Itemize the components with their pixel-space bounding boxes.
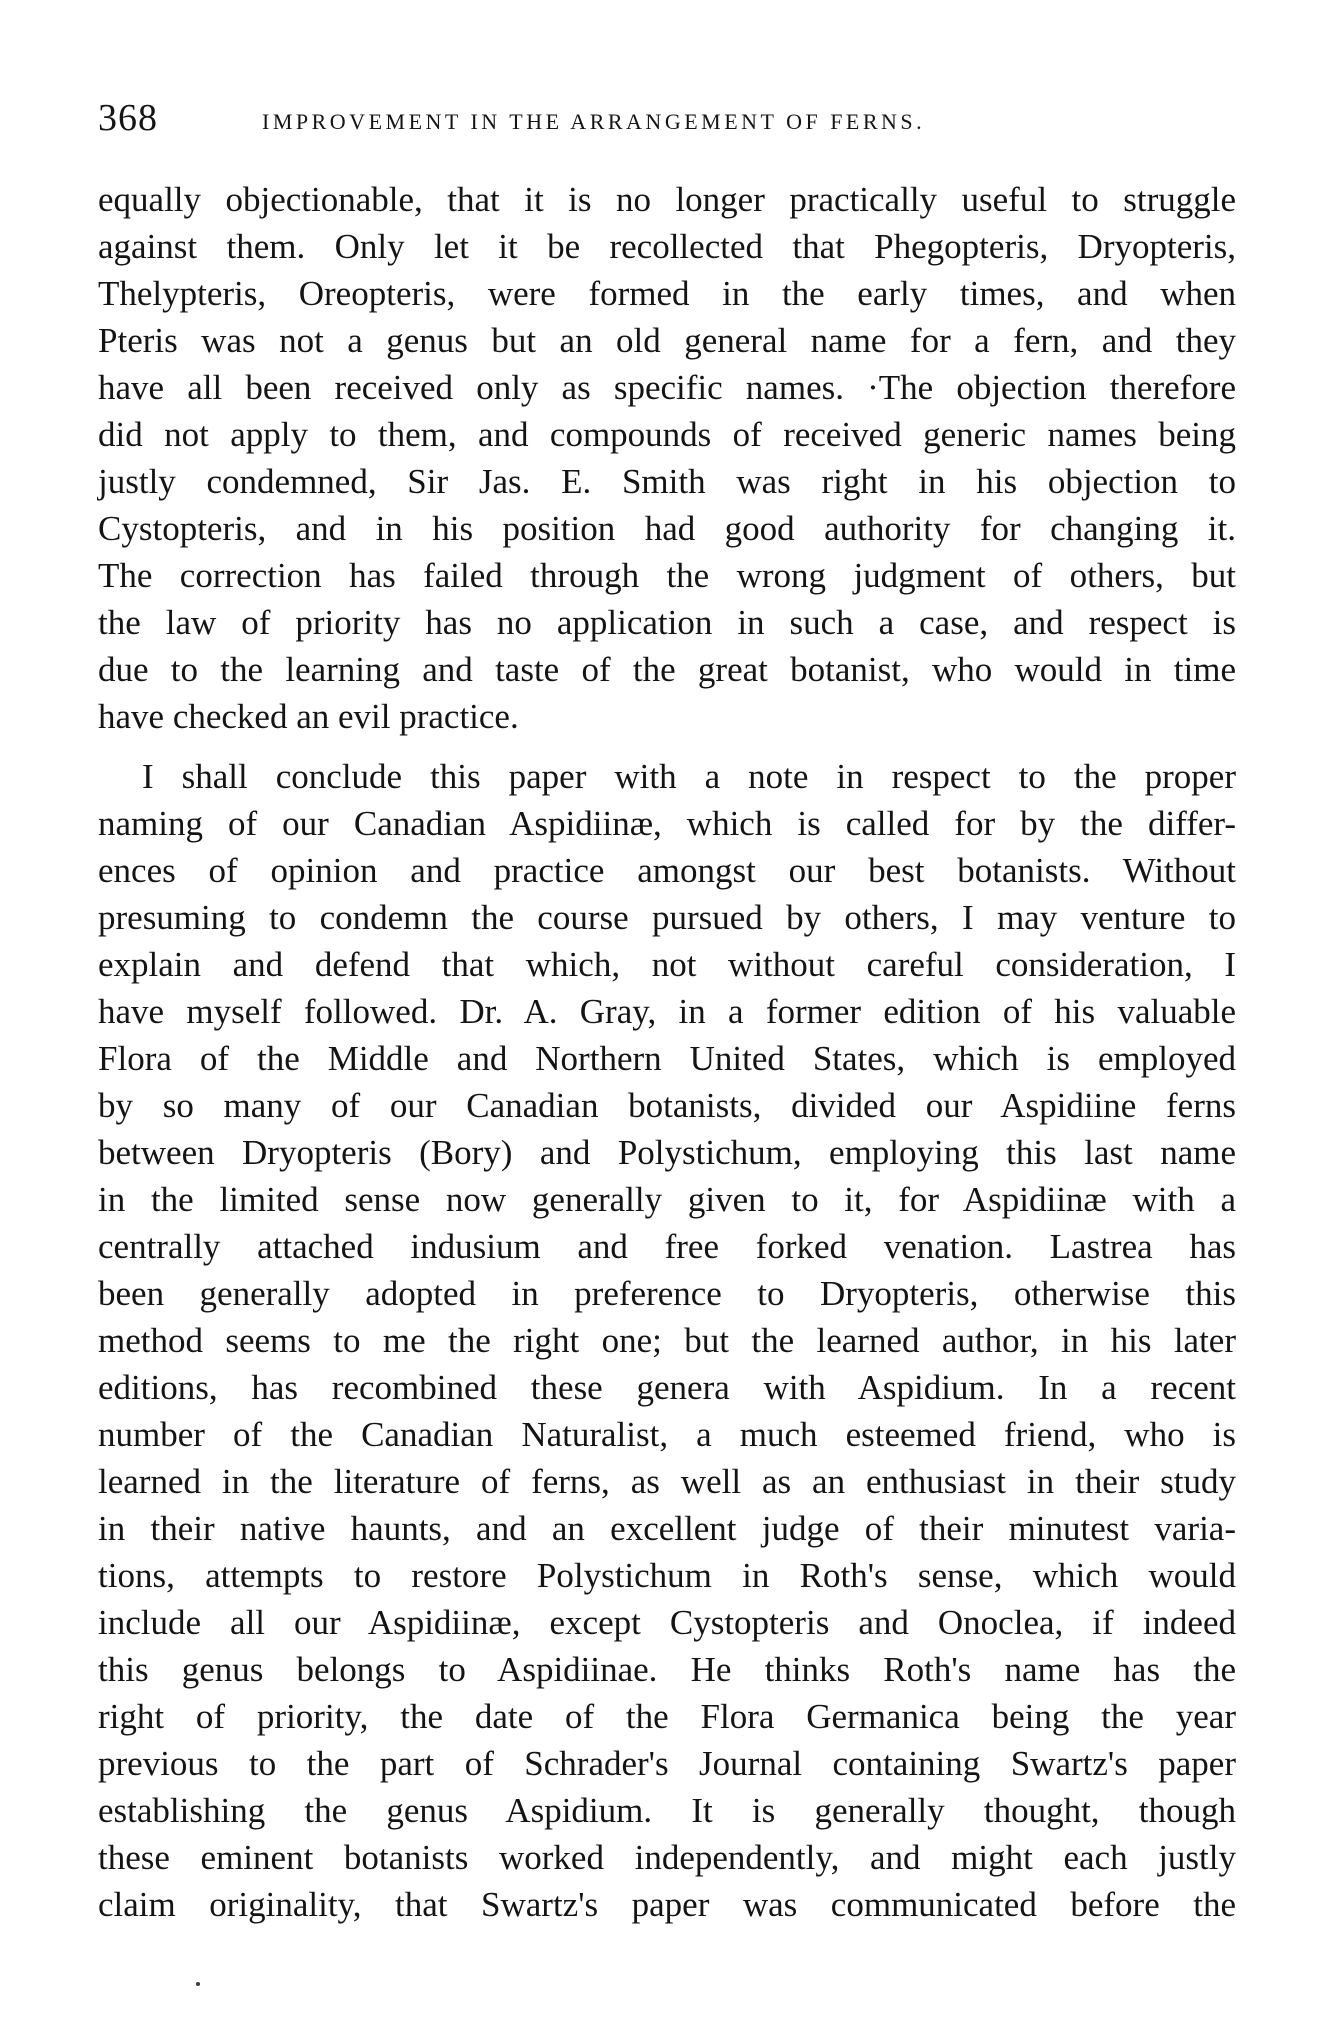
text-line: Pteris was not a genus but an old general name for a fern, and they <box>98 321 1236 360</box>
text-line: Cystopteris, and in his position had good authority for changing it. <box>98 509 1236 548</box>
text-line: The correction has failed through the wrong judgment of others, but <box>98 556 1236 595</box>
text-line: justly condemned, Sir Jas. E. Smith was right in his objection to <box>98 462 1236 501</box>
text-line: presuming to condemn the course pursued by others, I may venture to <box>98 898 1236 937</box>
paragraph-gap <box>98 740 1236 753</box>
text-line: include all our Aspidiinæ, except Cystopteris and Onoclea, if indeed <box>98 1603 1236 1642</box>
text-line: establishing the genus Aspidium. It is generally thought, though <box>98 1791 1236 1830</box>
text-line: against them. Only let it be recollected that Phegopteris, Dryopteris, <box>98 227 1236 266</box>
paragraph <box>98 753 1236 1928</box>
text-line: number of the Canadian Naturalist, a much esteemed friend, who is <box>98 1415 1236 1454</box>
text-line: between Dryopteris (Bory) and Polystichum, employing this last name <box>98 1133 1236 1172</box>
text-line: these eminent botanists worked independently, and might each justly <box>98 1838 1236 1877</box>
text-line: due to the learning and taste of the great botanist, who would in time <box>98 650 1236 689</box>
text-line: equally objectionable, that it is no longer practically useful to struggle <box>98 180 1236 219</box>
text-line: have all been received only as specific names. ·The objection therefore <box>98 368 1236 407</box>
text-line: in the limited sense now generally given to it, for Aspidiinæ with a <box>98 1180 1236 1219</box>
text-line: have checked an evil practice. <box>98 697 519 736</box>
text-line: method seems to me the right one; but the learned author, in his later <box>98 1321 1236 1360</box>
page-number: 368 <box>98 97 158 139</box>
text-line: been generally adopted in preference to Dryopteris, otherwise this <box>98 1274 1236 1313</box>
text-line: did not apply to them, and compounds of received generic names being <box>98 415 1236 454</box>
text-line: the law of priority has no application in such a case, and respect is <box>98 603 1236 642</box>
text-line: this genus belongs to Aspidiinae. He thinks Roth's name has the <box>98 1650 1236 1689</box>
text-line: in their native haunts, and an excellent judge of their minutest varia- <box>98 1509 1236 1548</box>
text-line: ences of opinion and practice amongst our best botanists. Without <box>98 851 1236 890</box>
text-line: editions, has recombined these genera with Aspidium. In a recent <box>98 1368 1236 1407</box>
text-line: tions, attempts to restore Polystichum in Roth's sense, which would <box>98 1556 1236 1595</box>
running-head: IMPROVEMENT IN THE ARRANGEMENT OF FERNS. <box>262 109 926 134</box>
text-line: previous to the part of Schrader's Journal containing Swartz's paper <box>98 1744 1236 1783</box>
text-line: by so many of our Canadian botanists, divided our Aspidiine ferns <box>98 1086 1236 1125</box>
text-line: Flora of the Middle and Northern United States, which is employed <box>98 1039 1236 1078</box>
text-line: explain and defend that which, not without careful consideration, I <box>98 945 1236 984</box>
paragraph <box>98 176 1236 740</box>
text-line: I shall conclude this paper with a note in respect to the proper <box>142 757 1236 796</box>
text-line: Thelypteris, Oreopteris, were formed in the early times, and when <box>98 274 1236 313</box>
text-line: claim originality, that Swartz's paper was communicated before the <box>98 1885 1236 1924</box>
body-text <box>98 176 1236 1928</box>
text-line: have myself followed. Dr. A. Gray, in a former edition of his valuable <box>98 992 1236 1031</box>
text-line: centrally attached indusium and free forked venation. Lastrea has <box>98 1227 1236 1266</box>
text-line: learned in the literature of ferns, as well as an enthusiast in their study <box>98 1462 1236 1501</box>
text-line: right of priority, the date of the Flora Germanica being the year <box>98 1697 1236 1736</box>
text-line: naming of our Canadian Aspidiinæ, which is called for by the differ- <box>98 804 1236 843</box>
print-speck <box>196 1982 200 1986</box>
